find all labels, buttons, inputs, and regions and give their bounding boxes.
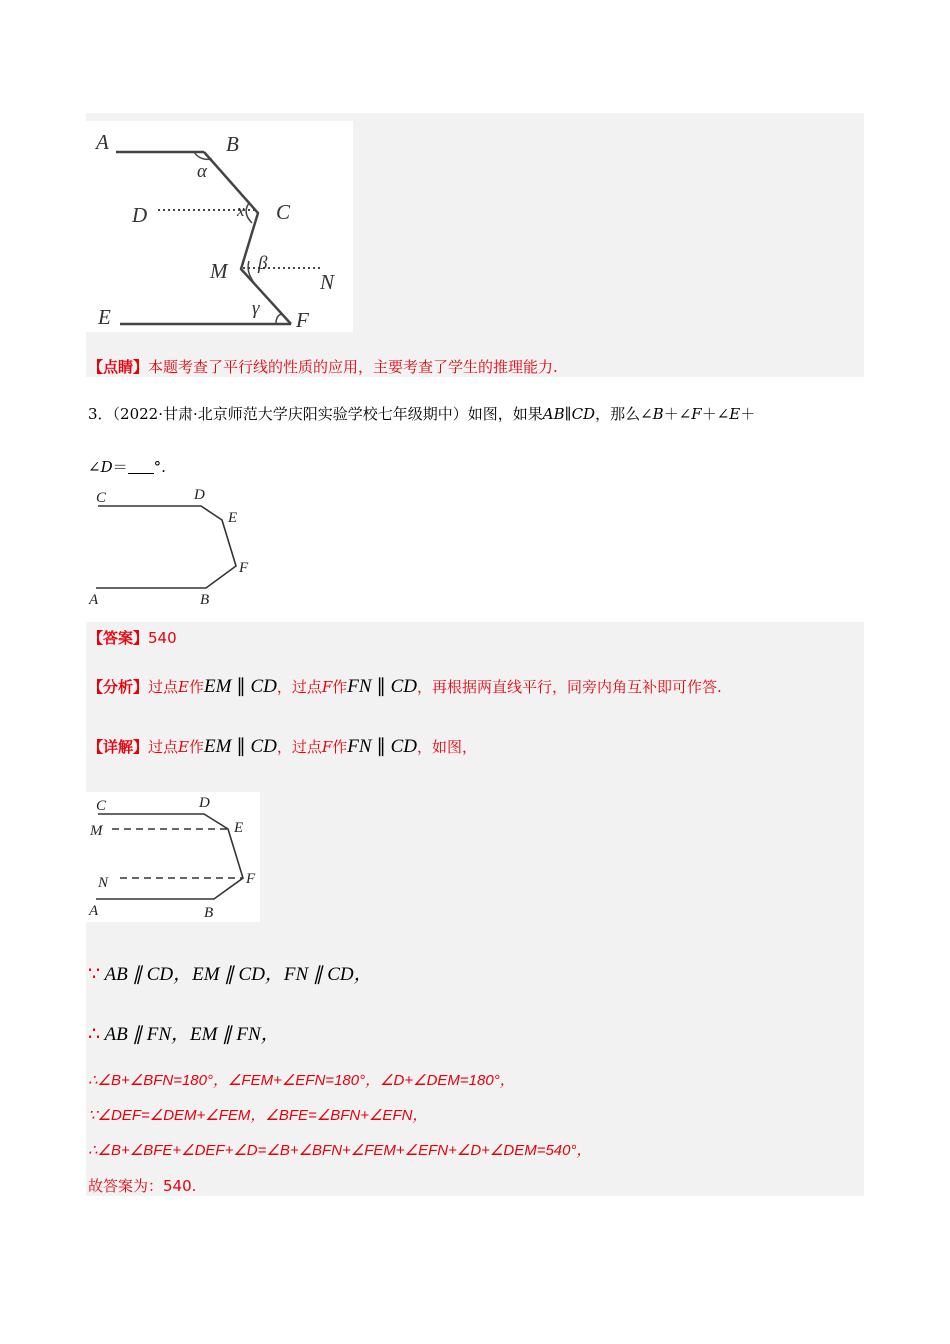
analysis-text-3: ，过点 (276, 678, 322, 696)
detail-line (88, 735, 477, 758)
answer-line (88, 627, 177, 648)
detail-text-4: 作 (332, 738, 348, 756)
question-angle-b: B (652, 405, 664, 423)
fig3-label-F: F (246, 871, 256, 887)
fig1-label-beta: β (258, 253, 268, 274)
question-text-2: ，那么∠ (595, 405, 653, 423)
dianjing-tag: 【点睛】 (88, 358, 149, 376)
analysis-parallel-2: ∥ (371, 676, 391, 697)
analysis-cd-1: CD (250, 676, 277, 697)
fig2-label-F: F (239, 560, 249, 576)
fig1-label-N: N (320, 270, 335, 294)
final-answer-value: 540 (163, 1177, 192, 1195)
fig3-label-M: M (90, 823, 103, 839)
fig3-label-N: N (98, 875, 109, 891)
detail-fn: FN (347, 736, 372, 757)
analysis-point-f: F (321, 678, 333, 696)
fig1-label-B: B (226, 132, 239, 156)
detail-tag: 【详解】 (88, 738, 149, 756)
answer-tag: 【答案】 (88, 629, 149, 647)
question-3-line-2 (88, 456, 166, 477)
analysis-cd-2: CD (390, 676, 417, 697)
analysis-text-4: 作 (332, 678, 348, 696)
question-angle-f: F (691, 405, 702, 423)
final-answer-end: . (191, 1177, 197, 1195)
detail-text-2: 作 (188, 738, 204, 756)
step-2 (88, 1019, 280, 1046)
fig3-label-C: C (96, 798, 107, 814)
step-3-text: ∴∠B+∠BFN=180°，∠FEM+∠EFN=180°，∠D+∠DEM=180°， (88, 1072, 515, 1089)
detail-point-f: F (321, 738, 333, 756)
detail-text-3: ，过点 (276, 738, 322, 756)
detail-parallel-1: ∥ (231, 736, 251, 757)
analysis-fn: FN (347, 676, 372, 697)
analysis-text-2: 作 (188, 678, 204, 696)
fig1-label-C: C (276, 200, 291, 224)
dianjing-text: 本题考查了平行线的性质的应用，主要考查了学生的推理能力. (148, 358, 558, 376)
detail-parallel-2: ∥ (371, 736, 391, 757)
detail-text-1: 过点 (148, 738, 179, 756)
step-1 (88, 959, 373, 986)
question-equals: ＝ (112, 458, 128, 476)
question-condition: AB∥CD (542, 405, 596, 423)
detail-point-e: E (178, 738, 189, 756)
fig2-label-A: A (89, 592, 99, 608)
fig3-label-E: E (234, 820, 244, 836)
analysis-line (88, 675, 722, 698)
because-symbol: ∵ (88, 964, 101, 985)
analysis-tag: 【分析】 (88, 678, 149, 696)
fig1-label-x: x (237, 201, 245, 220)
answer-blank[interactable] (128, 459, 154, 474)
question-text: 如图，如果 (467, 405, 543, 423)
dianjing-line (88, 356, 558, 377)
question-source: （2022·甘肃·北京师范大学庆阳实验学校七年级期中） (112, 405, 468, 423)
step-3 (88, 1069, 515, 1090)
step-5-text: ∴∠B+∠BFE+∠DEF+∠D=∠B+∠BFN+∠FEM+∠EFN+∠D+∠DEM=540°， (88, 1142, 592, 1159)
fig3-label-D: D (199, 795, 210, 811)
figure-detail-construction (86, 792, 260, 922)
fig1-label-F: F (296, 308, 309, 332)
fig3-label-A: A (89, 903, 99, 919)
fig1-label-alpha: α (197, 161, 207, 182)
step-2-text: AB ∥ FN，EM ∥ FN， (100, 1024, 280, 1045)
question-angle-d: D (100, 458, 113, 476)
question-number: 3． (88, 405, 113, 423)
analysis-point-e: E (178, 678, 189, 696)
detail-cd-1: CD (250, 736, 277, 757)
fig1-label-E: E (98, 305, 111, 329)
therefore-symbol: ∴ (88, 1024, 101, 1045)
fig1-label-D: D (132, 203, 148, 227)
fig2-label-C: C (96, 490, 107, 506)
step-4 (88, 1104, 427, 1125)
question-plus-3: ＋ (740, 405, 756, 423)
detail-text-5: ，如图， (416, 738, 477, 756)
step-4-text: ∵∠DEF=∠DEM+∠FEM，∠BFE=∠BFN+∠EFN， (88, 1107, 428, 1124)
detail-em: EM (204, 736, 232, 757)
fig2-label-B: B (200, 592, 210, 608)
step-1-text: AB ∥ CD，EM ∥ CD，FN ∥ CD， (100, 964, 373, 985)
question-plus-2: ＋∠ (701, 405, 730, 423)
fig2-label-D: D (194, 487, 205, 503)
detail-cd-2: CD (390, 736, 417, 757)
fig2-label-E: E (228, 510, 238, 526)
question-angle-symbol: ∠ (88, 458, 101, 476)
question-angle-e: E (729, 405, 741, 423)
final-answer-label: 故答案为： (88, 1177, 164, 1195)
fig1-label-M: M (210, 259, 228, 283)
figure-question-3 (86, 486, 266, 612)
answer-value: 540 (148, 629, 177, 647)
analysis-text-5: ，再根据两直线平行，同旁内角互补即可作答. (416, 678, 722, 696)
question-degree-end: °. (153, 458, 166, 476)
step-6 (88, 1175, 196, 1196)
fig1-label-gamma: γ (252, 298, 260, 319)
analysis-em: EM (204, 676, 232, 697)
analysis-text-1: 过点 (148, 678, 179, 696)
question-3-line-1 (88, 403, 755, 424)
fig3-label-B: B (204, 905, 214, 921)
question-plus-1: ＋∠ (663, 405, 692, 423)
fig1-label-A: A (96, 130, 109, 154)
figure-parallel-lines-zigzag (86, 121, 353, 332)
step-5 (88, 1139, 591, 1160)
analysis-parallel-1: ∥ (231, 676, 251, 697)
